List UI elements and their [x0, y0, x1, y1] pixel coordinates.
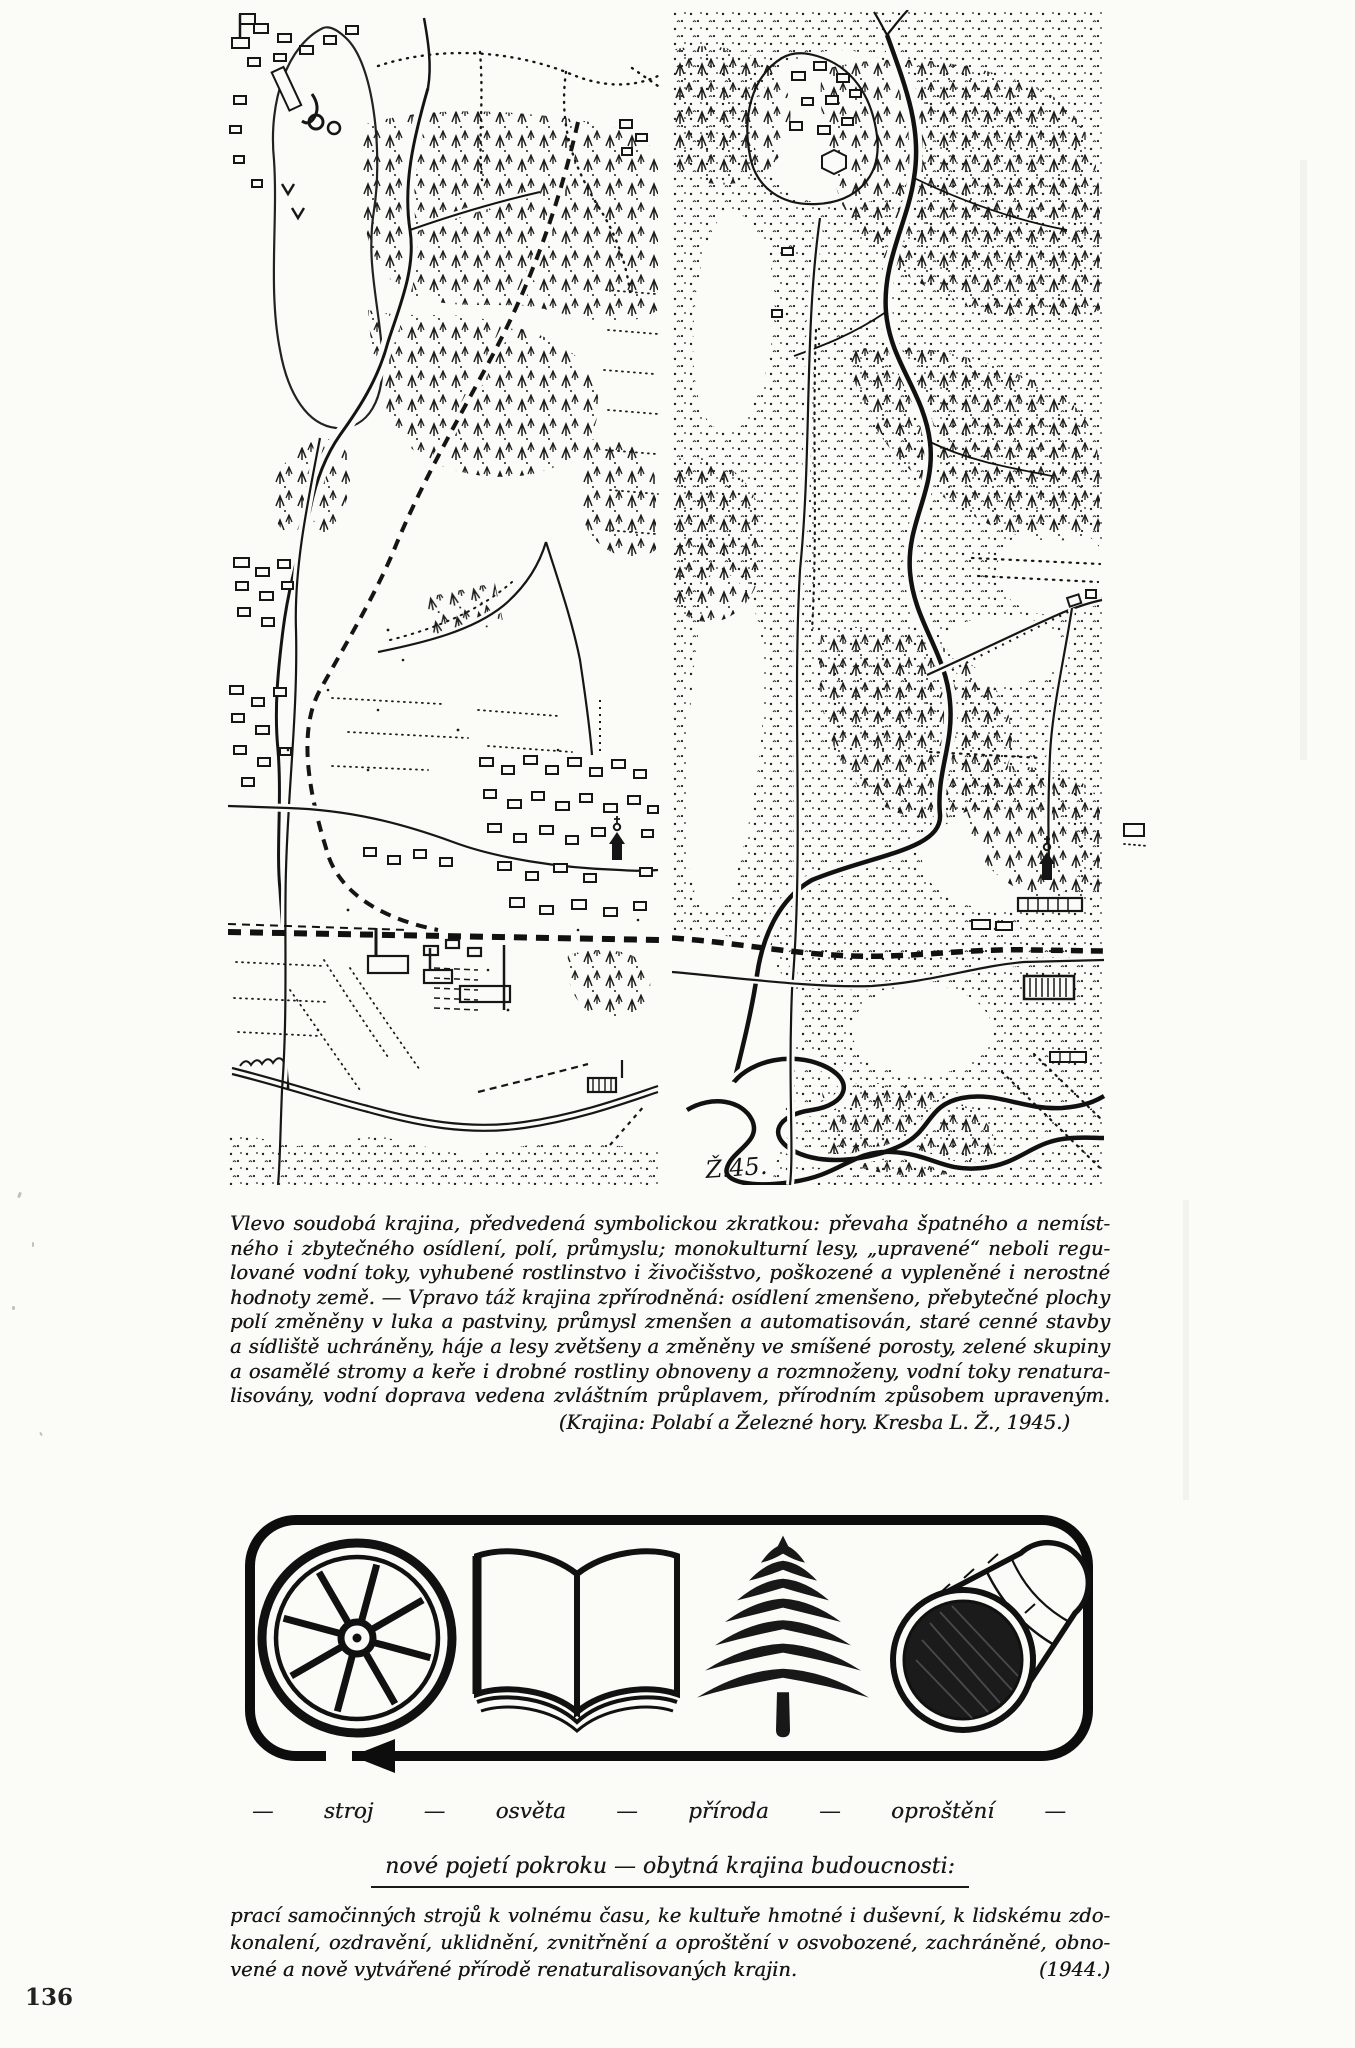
scan-speck [39, 1432, 43, 1436]
bottom-scrub [228, 1132, 660, 1185]
spruce-tree-icon [697, 1536, 869, 1738]
caption-line: ného i zbytečného osídlení, polí, průmyslu; monokulturní lesy, „upravené“ neboli regu- [230, 1236, 1110, 1260]
town-houses [364, 756, 658, 916]
caption-line: hodnoty země. — Vpravo táž krajina zpřírodněná: osídlení zmenšeno, přebytečné plochy [230, 1285, 1110, 1309]
open-book-icon [477, 1551, 677, 1731]
map-right-renaturalised-landscape [672, 10, 1152, 1185]
symbol-labels-row [252, 1799, 1066, 1824]
section-heading [230, 1854, 1110, 1888]
caption-line: lisovány, vodní doprava vedena zvláštním průplavem, přírodním způsobem upraveným. [230, 1384, 1110, 1408]
scan-speck [17, 1192, 22, 1199]
forest-areas [272, 111, 658, 1018]
closing-line: konalení, ozdravění, uklidnění, zvnitřnění a oproštění v osvobozené, zachráněné, obno- [230, 1931, 1110, 1954]
page-number: 136 [25, 1984, 74, 2011]
closing-last-line [230, 1956, 1110, 1983]
dash-separator: — [819, 1799, 841, 1824]
caption-line: a sídliště uchráněny, háje a lesy zvětšeny a změněny ve smíšené porosty, zelené skupiny [230, 1334, 1110, 1358]
caption-line: Vlevo soudobá krajina, předvedená symbolickou zkratkou: převaha špatného a nemíst- [230, 1212, 1110, 1235]
symbol-label-oprosteni: oproštění [891, 1799, 995, 1824]
dash-separator: — [252, 1799, 274, 1824]
caption-line: lované vodní toky, vyhubené rostlinstvo i živočišstvo, poškozené a vypleněné i nerostné [230, 1261, 1110, 1285]
progress-cycle-diagram [240, 1508, 1100, 1774]
dash-separator: — [423, 1799, 446, 1824]
bottom-road [232, 1058, 658, 1145]
church-icon [609, 816, 625, 860]
caption-line: a osamělé stromy a keře i drobné rostliny obnoveny a rozmnoženy, vodní toky renatura- [230, 1359, 1110, 1383]
closing-paragraph [230, 1902, 1110, 1983]
symbol-label-priroda: příroda [688, 1799, 769, 1824]
cycle-arrow-icon [352, 1739, 395, 1773]
heading-text: nové pojetí pokroku — obytná krajina budoucnosti: [371, 1854, 969, 1888]
scan-streak [1183, 1200, 1189, 1500]
scan-speck [32, 1242, 34, 1247]
hollow-log-icon [893, 1543, 1088, 1730]
symbol-label-osveta: osvěta [495, 1799, 566, 1824]
caption-line: polí změněny v luka a pastviny, průmysl zmenšen a automatisován, staré cenné stavby [230, 1310, 1110, 1334]
wheel-icon [262, 1543, 452, 1733]
railway-line [228, 924, 660, 940]
map-left-present-landscape [228, 10, 660, 1185]
arrow-gap [326, 1742, 352, 1770]
map-signature: Ž.45. [704, 1151, 769, 1184]
dash-separator: — [1044, 1799, 1066, 1824]
caption-credit: (Krajina: Polabí a Železné hory. Kresba L. Ž., 1945.) [558, 1410, 1070, 1434]
figure-caption [230, 1212, 1110, 1435]
dash-separator: — [616, 1799, 638, 1824]
closing-year: (1944.) [1038, 1958, 1110, 1981]
scan-streak [1300, 160, 1307, 760]
closing-line: vené a nově vytvářené přírodě renaturalisovaných krajin. [230, 1958, 798, 1981]
scan-speck [12, 1306, 15, 1310]
symbol-label-stroj: stroj [323, 1799, 374, 1824]
closing-line: prací samočinných strojů k volnému času, ke kultuře hmotné i duševní, k lidskému zdo- [230, 1904, 1110, 1927]
